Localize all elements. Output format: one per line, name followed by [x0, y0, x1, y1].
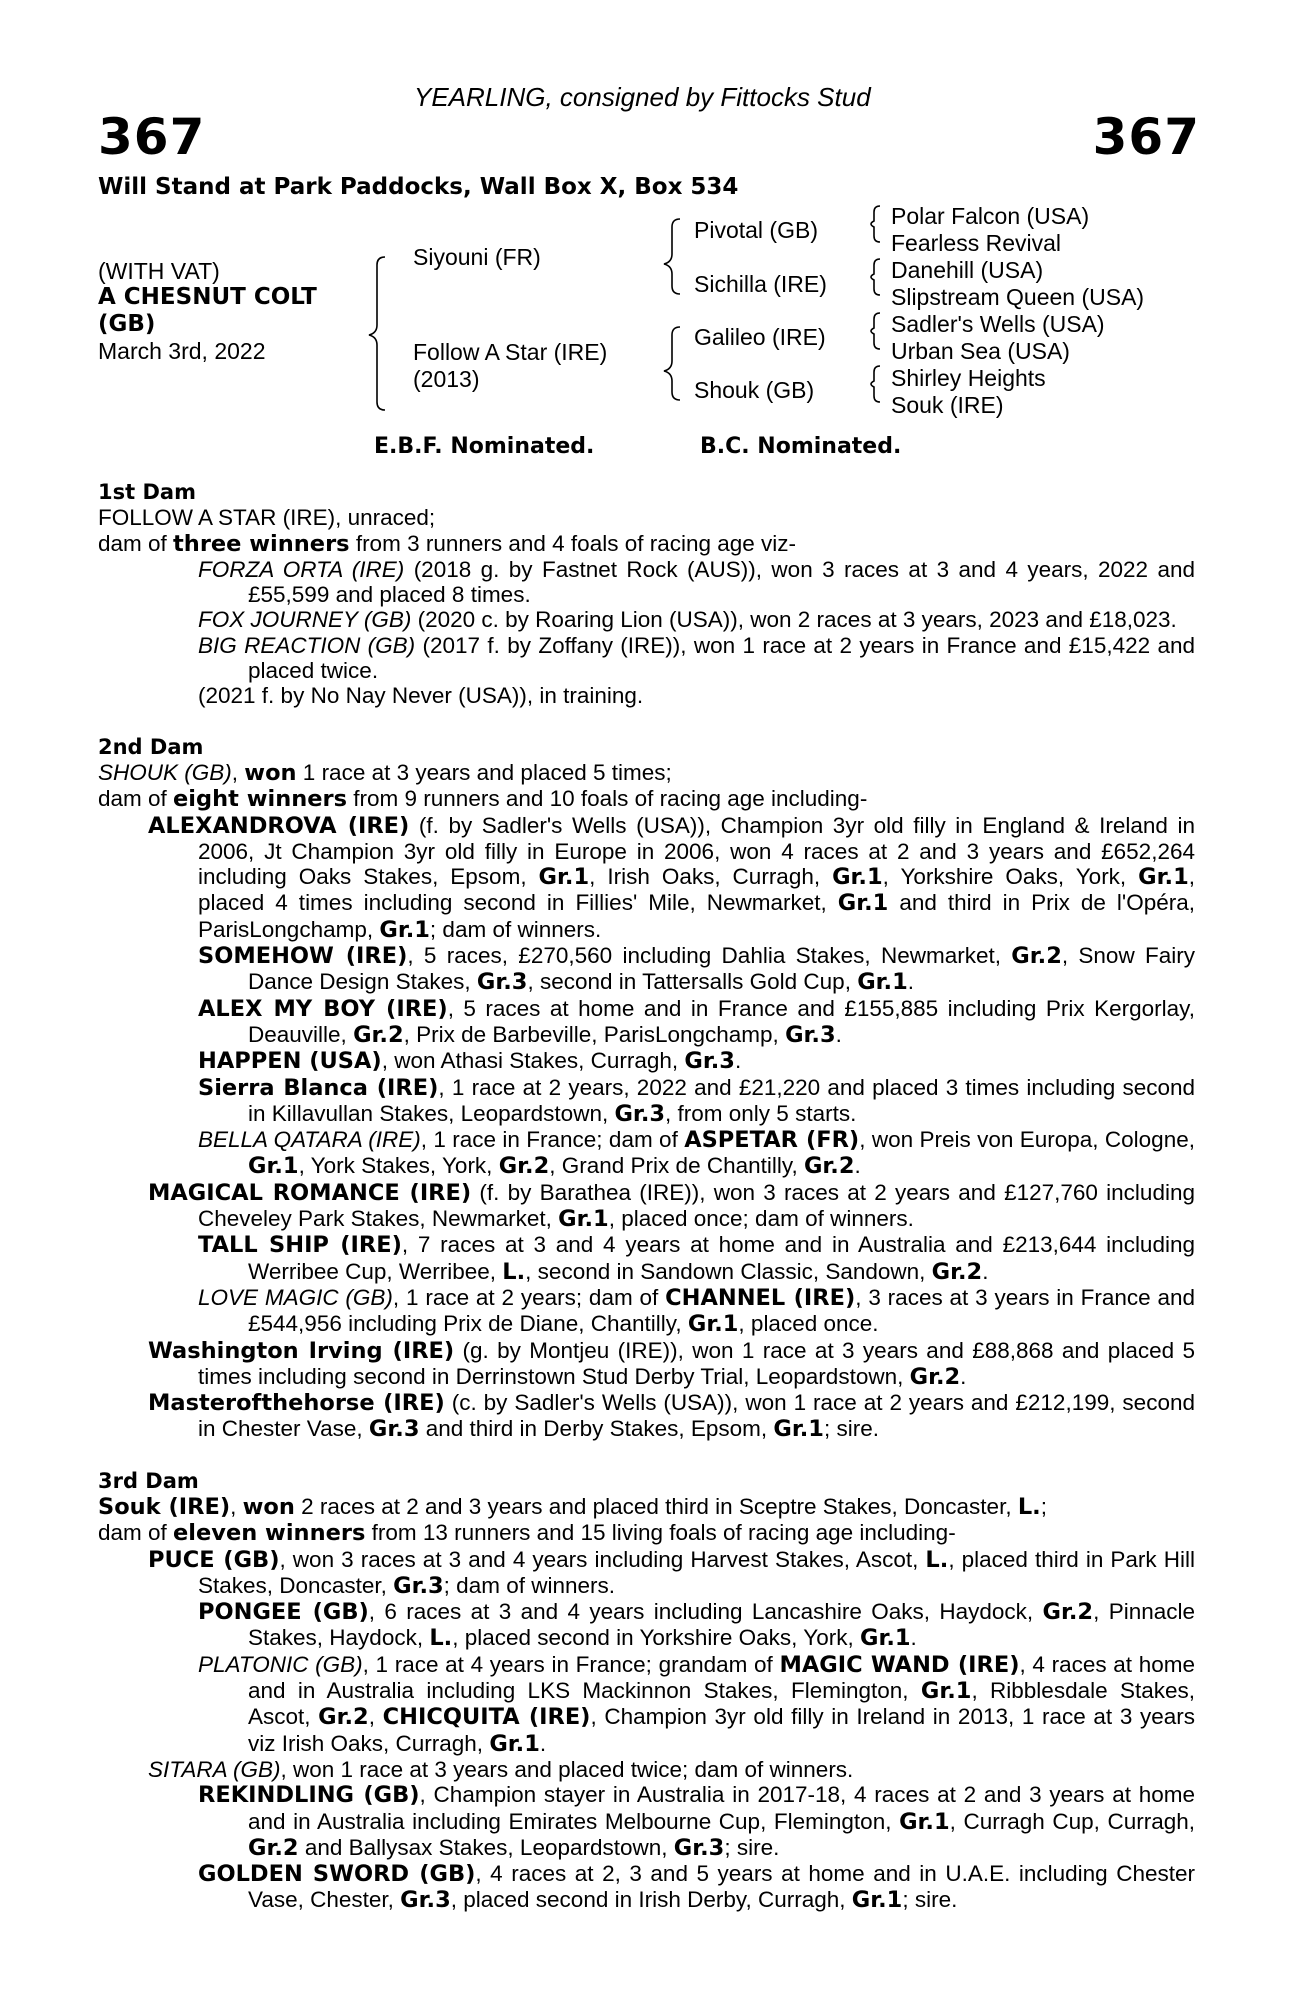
- produce-alexandrova: ALEXANDROVA (IRE) (f. by Sadler's Wells (USA)), Champion 3yr old filly in England & Ireland in 2006, Jt Champion 3yr old filly in Europe in 2006, won 4 races at 2 and 3 years and £652,264 including Oaks Stakes, Epsom, Gr.1, Irish Oaks, Curragh, Gr.1, Yorkshire Oaks, York, Gr.1, placed 4 times including second in Fillies' Mile, Newmarket, Gr.1 and third in Prix de l'Opéra, ParisLongchamp, Gr.1; dam of winners.: [148, 812, 1195, 943]
- horse-name-line2: (GB): [98, 311, 156, 337]
- produce-somehow: SOMEHOW (IRE), 5 races, £270,560 including Dahlia Stakes, Newmarket, Gr.2, Snow Fairy Dance Design Stakes, Gr.3, second in Tattersalls Gold Cup, Gr.1.: [198, 943, 1195, 996]
- ancestor-2: Fearless Revival: [891, 230, 1061, 256]
- ancestor-1: Polar Falcon (USA): [891, 203, 1090, 229]
- third-dam-heading: 3rd Dam: [98, 1468, 199, 1493]
- foaling-date: March 3rd, 2022: [98, 338, 266, 364]
- lot-number-right: 367: [1092, 108, 1200, 166]
- sire: Siyouni (FR): [413, 244, 541, 270]
- lot-number-left: 367: [98, 108, 206, 166]
- horse-name-line1: A CHESNUT COLT: [98, 284, 317, 310]
- produce-love-magic: LOVE MAGIC (GB), 1 race at 2 years; dam of CHANNEL (IRE), 3 races at 3 years in France and £544,956 including Prix de Diane, Chantilly, Gr.1, placed once.: [198, 1284, 1196, 1338]
- ancestor-4: Slipstream Queen (USA): [891, 284, 1145, 310]
- produce-sitara: SITARA (GB), won 1 race at 3 years and placed twice; dam of winners.: [148, 1756, 854, 1782]
- produce-happen: HAPPEN (USA), won Athasi Stakes, Curragh, Gr.3.: [198, 1048, 742, 1075]
- produce-rekindling: REKINDLING (GB), Champion stayer in Australia in 2017-18, 4 races at 2 and 3 years at home and in Australia including Emirates Melbourne Cup, Flemington, Gr.1, Curragh Cup, Curragh, Gr.2 and Ballysax Stakes, Leopardstown, Gr.3; sire.: [198, 1782, 1196, 1861]
- produce-tall-ship: TALL SHIP (IRE), 7 races at 3 and 4 years at home and in Australia and £213,644 including Werribee Cup, Werribee, L., second in Sandown Classic, Sandown, Gr.2.: [198, 1232, 1195, 1285]
- second-dam-heading: 2nd Dam: [98, 734, 204, 759]
- first-dam-heading: 1st Dam: [98, 480, 196, 504]
- produce-washington-irving: Washington Irving (IRE) (g. by Montjeu (IRE)), won 1 race at 3 years and £88,868 and placed 5 times including second in Derrinstown Stud Derby Trial, Leopardstown, Gr.2.: [148, 1337, 1195, 1390]
- ancestor-8: Souk (IRE): [891, 392, 1004, 418]
- produce-forza-orta: FORZA ORTA (IRE) (2018 g. by Fastnet Rock (AUS)), won 3 races at 3 and 4 years, 2022 and £55,599 and placed 8 times.: [198, 556, 1196, 608]
- produce-sierra-blanca: Sierra Blanca (IRE), 1 race at 2 years, 2022 and £21,220 and placed 3 times including second in Killavullan Stakes, Leopardstown, Gr.3, from only 5 starts.: [198, 1074, 1195, 1127]
- second-dam-summary: dam of eight winners from 9 runners and 10 foals of racing age including-: [98, 786, 868, 813]
- stand-location: Will Stand at Park Paddocks, Wall Box X, Box 534: [98, 174, 739, 200]
- dam-line2: (2013): [413, 366, 480, 392]
- produce-puce: PUCE (GB), won 3 races at 3 and 4 years including Harvest Stakes, Ascot, L., placed third in Park Hill Stakes, Doncaster, Gr.3; dam of winners.: [148, 1546, 1195, 1599]
- produce-platonic: PLATONIC (GB), 1 race at 4 years in France; grandam of MAGIC WAND (IRE), 4 races at home and in Australia including LKS Mackinnon Stakes, Flemington, Gr.1, Ribblesdale Stakes, Ascot, Gr.2, CHICQUITA (IRE), Champion 3yr old filly in Ireland in 2013, 1 race at 3 years viz Irish Oaks, Curragh, Gr.1.: [198, 1651, 1195, 1757]
- vat-note: (WITH VAT): [98, 258, 220, 284]
- bc-nomination: B.C. Nominated.: [700, 434, 902, 459]
- produce-big-reaction: BIG REACTION (GB) (2017 f. by Zoffany (IRE)), won 1 race at 2 years in France and £15,422 and placed twice.: [198, 632, 1195, 684]
- sire-dam: Sichilla (IRE): [694, 271, 827, 297]
- produce-fox-journey: FOX JOURNEY (GB) (2020 c. by Roaring Lion (USA)), won 2 races at 3 years, 2023 and £18,023.: [198, 607, 1177, 633]
- first-dam-summary: dam of three winners from 3 runners and 4 foals of racing age viz-: [98, 530, 797, 557]
- produce-bella-qatara: BELLA QATARA (IRE), 1 race in France; dam of ASPETAR (FR), won Preis von Europa, Cologne, Gr.1, York Stakes, York, Gr.2, Grand Prix de Chantilly, Gr.2.: [198, 1127, 1195, 1180]
- first-dam-line: FOLLOW A STAR (IRE), unraced;: [98, 505, 436, 531]
- consignment-line: YEARLING, consigned by Fittocks Stud: [414, 82, 871, 112]
- produce-golden-sword: GOLDEN SWORD (GB), 4 races at 2, 3 and 5 years at home and in U.A.E. including Chester Vase, Chester, Gr.3, placed second in Irish Derby, Curragh, Gr.1; sire.: [198, 1861, 1196, 1914]
- dam-dam: Shouk (GB): [694, 377, 815, 403]
- dam-sire: Galileo (IRE): [694, 324, 826, 350]
- produce-magical-romance: MAGICAL ROMANCE (IRE) (f. by Barathea (IRE)), won 3 races at 2 years and £127,760 including Cheveley Park Stakes, Newmarket, Gr.1, placed once; dam of winners.: [148, 1179, 1195, 1233]
- second-dam-line: SHOUK (GB), won 1 race at 3 years and placed 5 times;: [98, 759, 672, 786]
- ancestor-7: Shirley Heights: [891, 365, 1046, 391]
- produce-masterofthehorse: Masterofthehorse (IRE) (c. by Sadler's Wells (USA)), won 1 race at 2 years and £212,199, second in Chester Vase, Gr.3 and third in Derby Stakes, Epsom, Gr.1; sire.: [148, 1390, 1195, 1443]
- ebf-nomination: E.B.F. Nominated.: [374, 434, 595, 459]
- third-dam-summary: dam of eleven winners from 13 runners and 15 living foals of racing age including-: [98, 1520, 956, 1547]
- dam-line1: Follow A Star (IRE): [413, 339, 608, 365]
- ancestor-5: Sadler's Wells (USA): [891, 311, 1105, 337]
- produce-alex-my-boy: ALEX MY BOY (IRE), 5 races at home and in France and £155,885 including Prix Kergorlay, Deauville, Gr.2, Prix de Barbeville, ParisLongchamp, Gr.3.: [198, 995, 1196, 1048]
- ancestor-3: Danehill (USA): [891, 257, 1044, 283]
- ancestor-6: Urban Sea (USA): [891, 338, 1070, 364]
- sire-sire: Pivotal (GB): [694, 217, 818, 243]
- produce-pongee: PONGEE (GB), 6 races at 3 and 4 years including Lancashire Oaks, Haydock, Gr.2, Pinnacle Stakes, Haydock, L., placed second in Yorkshire Oaks, York, Gr.1.: [198, 1599, 1196, 1652]
- third-dam-line: Souk (IRE), won 2 races at 2 and 3 years and placed third in Sceptre Stakes, Doncaster, L.;: [98, 1493, 1047, 1520]
- produce-record: [98, 480, 1195, 1914]
- produce-2021-filly: (2021 f. by No Nay Never (USA)), in training.: [198, 683, 644, 709]
- pedigree-brackets: [0, 0, 1314, 460]
